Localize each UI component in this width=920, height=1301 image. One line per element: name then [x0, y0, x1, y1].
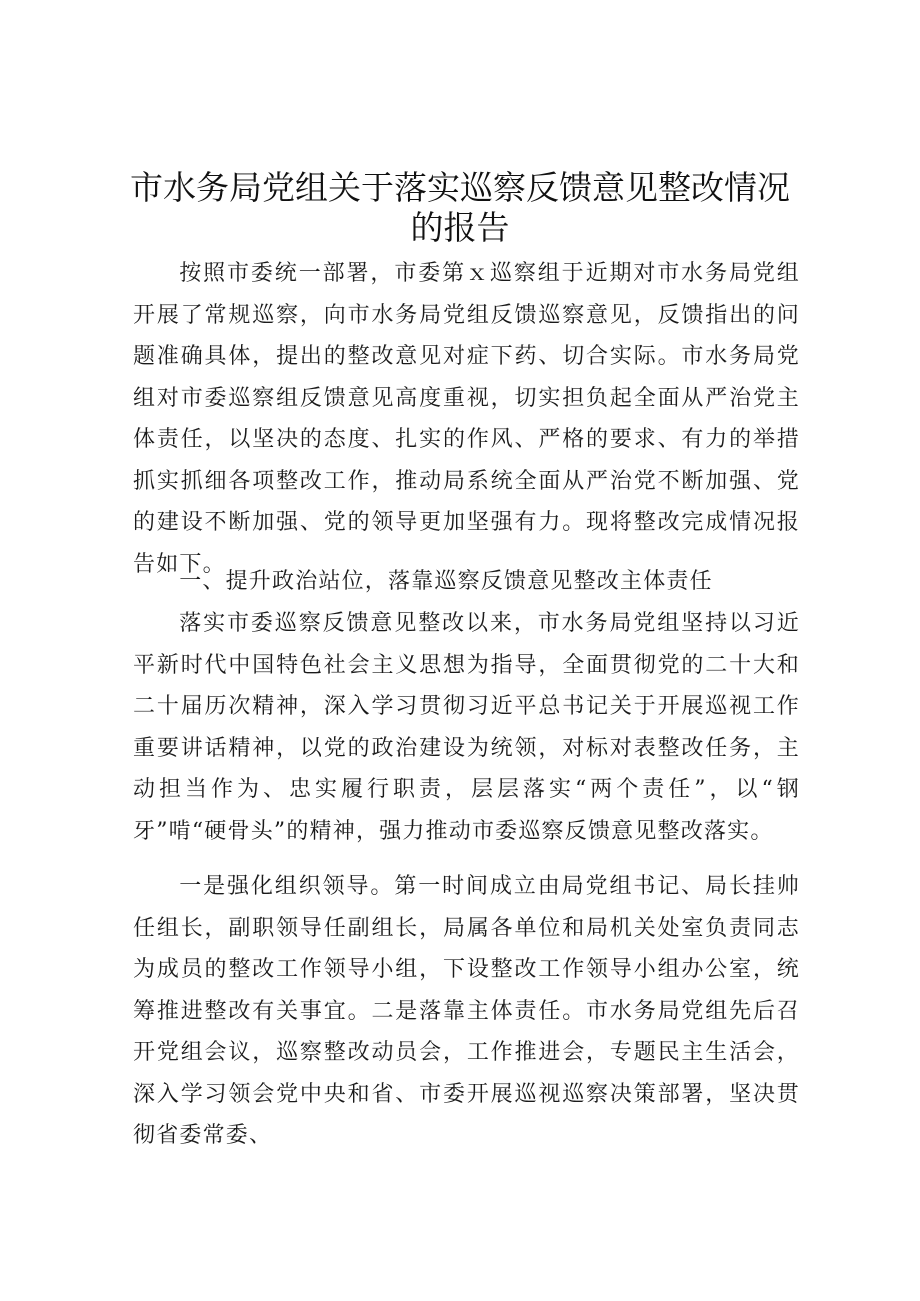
section-heading-1: 一、提升政治站位，落靠巡察反馈意见整改主体责任: [179, 569, 713, 594]
document-title-line-1: 市水务局党组关于落实巡察反馈意见整改情况: [130, 168, 790, 207]
document-title-line-2: 的报告: [410, 208, 510, 247]
section-1-paragraph: 落实市委巡察反馈意见整改以来，市水务局党组坚持以习近平新时代中国特色社会主义思想为指导，全面贯彻党的二十大和二十届历次精神，深入学习贯彻习近平总书记关于开展巡视工作重要讲话精神，以党的政治建设为统领，对标对表整改任务，主动担当作为、忠实履行职责，层层落实“两个责任”，以“钢牙”啃“硬骨头”的精神，强力推动市委巡察反馈意见整改落实。: [133, 611, 800, 844]
intro-paragraph: 按照市委统一部署，市委第ｘ巡察组于近期对市水务局党组开展了常规巡察，向市水务局党组反馈巡察意见，反馈指出的问题准确具体，提出的整改意见对症下药、切合实际。市水务局党组对市委巡察组反馈意见高度重视，切实担负起全面从严治党主体责任，以坚决的态度、扎实的作风、严格的要求、有力的举措抓实抓细各项整改工作，推动局系统全面从严治党不断加强、党的建设不断加强、党的领导更加坚强有力。现将整改完成情况报告如下。: [133, 261, 800, 577]
measures-paragraph: 一是强化组织领导。第一时间成立由局党组书记、局长挂帅任组长，副职领导任副组长，局属各单位和局机关处室负责同志为成员的整改工作领导小组，下设整改工作领导小组办公室，统筹推进整改有关事宜。二是落靠主体责任。市水务局党组先后召开党组会议，巡察整改动员会，工作推进会，专题民主生活会，深入学习领会党中央和省、市委开展巡视巡察决策部署，坚决贯彻省委常委、: [133, 874, 800, 1148]
